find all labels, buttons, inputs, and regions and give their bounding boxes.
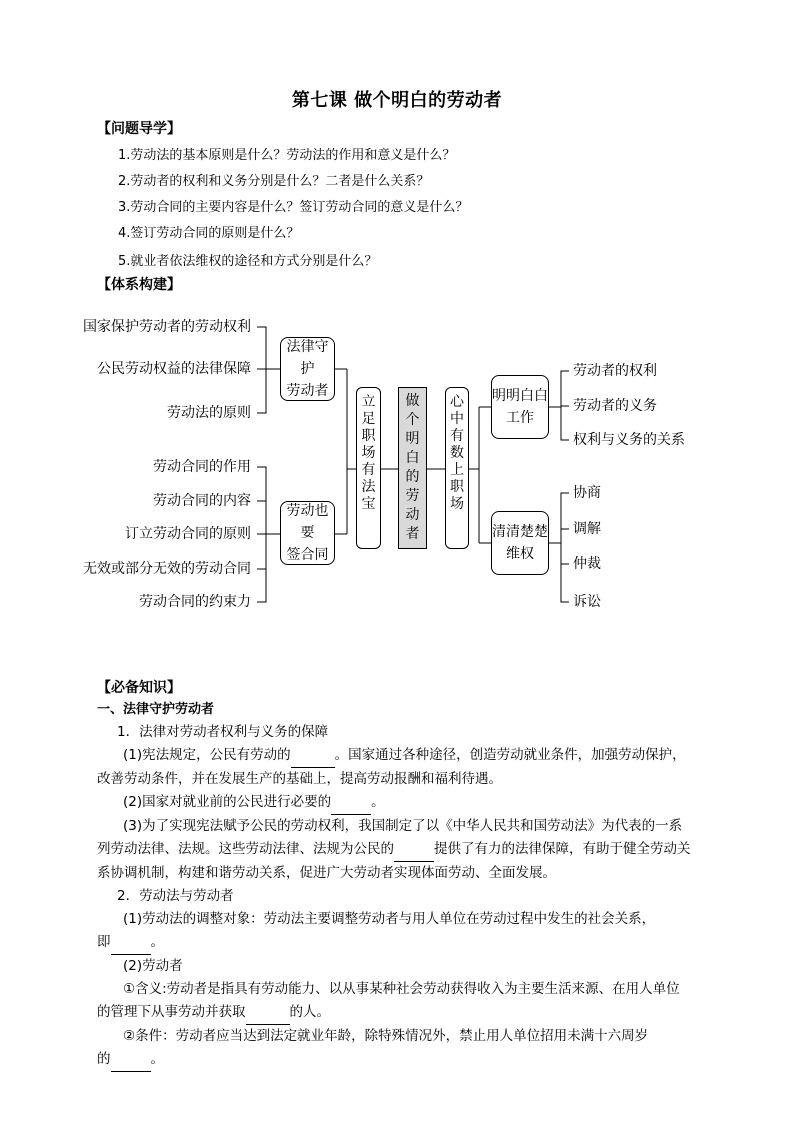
box-line: 工作	[506, 410, 534, 426]
paragraph: ①含义:劳动者是指具有劳动能力、以从事某种社会劳动获得收入为主要生活来源、在用人单位	[123, 981, 680, 997]
char: 职	[361, 428, 376, 444]
knowledge-body	[97, 696, 699, 1072]
char: 上	[450, 462, 464, 478]
char: 场	[361, 445, 376, 461]
fill-blank[interactable]	[111, 1048, 151, 1072]
contract-box	[280, 501, 335, 565]
box-line: 签合同	[286, 547, 329, 563]
char: 明	[405, 431, 420, 447]
question-item: 1.劳动法的基本原则是什么？劳动法的作用和意义是什么？	[118, 148, 456, 163]
text-span: 提供了有力的法律保障，有助于健全劳动关	[434, 841, 691, 857]
paragraph	[97, 791, 699, 815]
guide-heading: 【问题导学】	[97, 121, 181, 137]
question-item: 5.就业者依法维权的途径和方式分别是什么？	[118, 254, 378, 269]
fill-blank[interactable]	[394, 838, 434, 862]
knowledge-heading: 【必备知识】	[97, 680, 181, 696]
text-span: 的人。	[289, 1004, 330, 1020]
paragraph-cont	[97, 1048, 699, 1072]
paragraph	[97, 744, 699, 768]
question-item: 4.签订劳动合同的原则是什么？	[118, 226, 300, 241]
char: 立	[361, 394, 376, 410]
left-item-label: 劳动合同的约束力	[139, 594, 251, 610]
box-line: 法律守护	[286, 339, 329, 377]
paragraph: (2)劳动者	[123, 958, 183, 974]
fill-blank[interactable]	[291, 744, 335, 768]
text-span: (1)宪法规定，公民有劳动的	[123, 747, 291, 763]
right-item-label: 仲裁	[573, 556, 601, 572]
right-item-label: 权利与义务的关系	[573, 432, 685, 448]
left-item-label: 订立劳动合同的原则	[125, 526, 251, 542]
law-protect-box	[280, 337, 335, 401]
char: 有	[450, 428, 464, 444]
box-line: 维权	[506, 546, 534, 562]
char: 的	[405, 469, 420, 485]
char: 心	[450, 394, 464, 410]
defend-rights-box	[491, 511, 549, 575]
concept-map	[0, 305, 794, 625]
char: 场	[450, 496, 464, 512]
text-span: 。国家通过各种途径，创造劳动就业条件，加强劳动保护，	[334, 747, 686, 763]
text-span: 。	[150, 934, 164, 950]
fill-blank[interactable]	[246, 1001, 290, 1025]
char: 法	[361, 479, 376, 495]
char: 劳	[405, 488, 420, 504]
left-item-label: 公民劳动权益的法律保障	[97, 361, 251, 377]
right-item-label: 协商	[573, 485, 601, 501]
char: 动	[405, 507, 420, 523]
right-item-label: 劳动者的权利	[573, 363, 657, 379]
char: 者	[405, 526, 420, 542]
left-item-label: 劳动合同的作用	[153, 459, 251, 475]
paragraph: ②条件：劳动者应当达到法定就业年龄，除特殊情况外，禁止用人单位招用未满十六周岁	[123, 1028, 649, 1044]
box-line: 明明白白	[492, 388, 548, 404]
char: 有	[361, 462, 376, 478]
text-span: 。	[371, 794, 385, 810]
page-title: 第七课 做个明白的劳动者	[291, 90, 503, 111]
right-item-label: 诉讼	[573, 594, 601, 610]
paragraph-cont	[97, 1001, 699, 1025]
question-item: 2.劳动者的权利和义务分别是什么？二者是什么关系？	[118, 174, 430, 189]
right-item-label: 调解	[573, 521, 601, 537]
char: 白	[405, 450, 420, 466]
clear-work-box	[491, 375, 549, 439]
workplace-box	[356, 387, 381, 549]
section-heading: 一、法律守护劳动者	[97, 702, 215, 717]
fill-blank[interactable]	[331, 791, 371, 815]
right-item-label: 劳动者的义务	[573, 398, 657, 414]
left-item-label: 无效或部分无效的劳动合同	[83, 561, 251, 577]
system-heading: 【体系构建】	[97, 277, 181, 293]
paragraph-cont: 改善劳动条件，并在发展生产的基础上，提高劳动报酬和福利待遇。	[97, 771, 502, 787]
char: 数	[450, 445, 464, 461]
box-line: 劳动者	[286, 383, 329, 399]
paragraph-cont	[97, 931, 699, 955]
paragraph: (3)为了实现宪法赋予公民的劳动权利，我国制定了以《中华人民共和国劳动法》为代表的一系	[123, 818, 683, 834]
box-line: 清清楚楚	[492, 524, 548, 540]
char: 中	[450, 411, 464, 427]
left-item-label: 国家保护劳动者的劳动权利	[83, 319, 251, 335]
text-span: 的管理下从事劳动并获取	[97, 1004, 246, 1020]
char: 足	[361, 411, 376, 427]
text-span: (2)国家对就业前的公民进行必要的	[123, 794, 332, 810]
fill-blank[interactable]	[111, 931, 151, 955]
subsection-heading: 1．法律对劳动者权利与义务的保障	[117, 724, 329, 740]
text-span: 即	[97, 934, 111, 950]
question-item: 3.劳动合同的主要内容是什么？签订劳动合同的意义是什么？	[118, 200, 469, 215]
text-span: 列劳动法律、法规。这些劳动法律、法规为公民的	[97, 841, 394, 857]
char: 做	[405, 393, 420, 409]
subsection-heading: 2．劳动法与劳动者	[117, 888, 234, 904]
paragraph: (1)劳动法的调整对象：劳动法主要调整劳动者与用人单位在劳动过程中发生的社会关系，	[123, 911, 656, 927]
left-item-label: 劳动合同的内容	[153, 493, 251, 509]
heart-box	[445, 387, 469, 549]
left-item-label: 劳动法的原则	[167, 405, 251, 421]
paragraph-cont	[97, 838, 699, 862]
central-topic-box	[398, 387, 427, 549]
text-span: 。	[150, 1051, 164, 1067]
connector-lines	[0, 305, 794, 625]
char: 宝	[361, 496, 376, 512]
box-line: 劳动也要	[286, 503, 329, 541]
paragraph-cont: 系协调机制，构建和谐劳动关系，促进广大劳动者实现体面劳动、全面发展。	[97, 865, 556, 881]
char: 个	[405, 412, 420, 428]
char: 职	[450, 479, 464, 495]
text-span: 的	[97, 1051, 111, 1067]
